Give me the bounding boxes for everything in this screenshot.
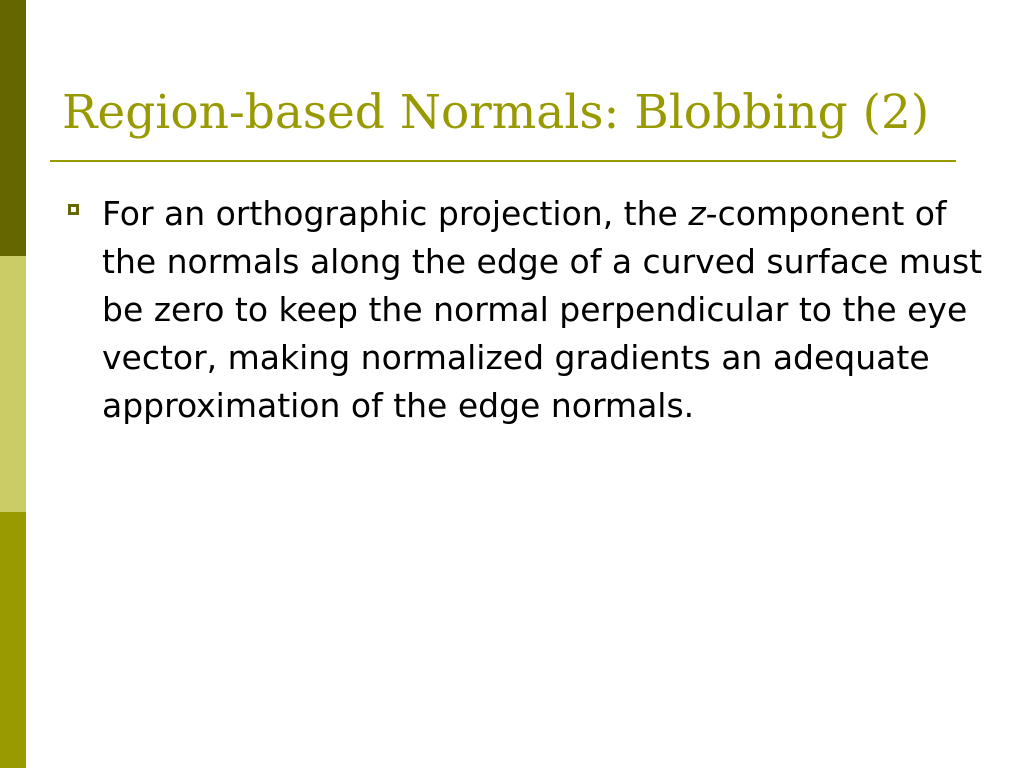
bullet-text-start: For an orthographic projection, the bbox=[102, 194, 689, 233]
side-bar-top bbox=[0, 0, 26, 256]
side-bar-bottom bbox=[0, 512, 26, 768]
slide-title: Region-based Normals: Blobbing (2) bbox=[62, 85, 930, 140]
side-bar-middle bbox=[0, 256, 26, 512]
bullet-text-end: -component of the normals along the edge of a curved surface must be zero to keep the normal perpendicular to the eye vector, making normalized gradients an adequate approximation of the edge normals. bbox=[102, 194, 983, 425]
bullet-item bbox=[60, 190, 990, 430]
bullet-text-emphasis: z bbox=[688, 194, 706, 233]
bullet-text bbox=[102, 190, 990, 430]
title-underline-rule bbox=[50, 160, 956, 162]
hollow-square-bullet-icon bbox=[68, 204, 79, 215]
bullet-list bbox=[60, 190, 990, 430]
